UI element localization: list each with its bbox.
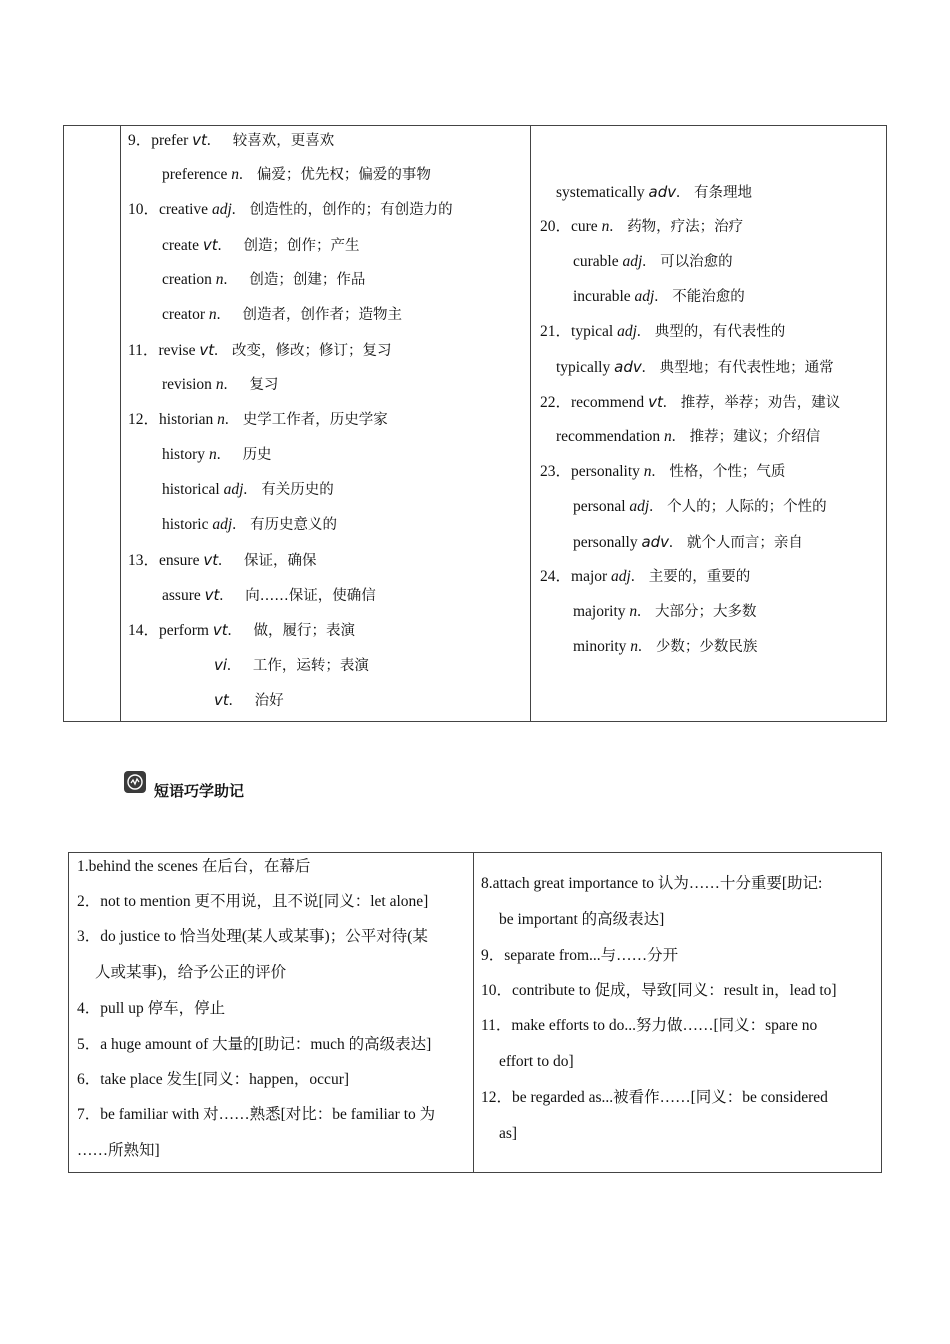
table-divider-middle — [530, 126, 531, 721]
phrase-line: 5．a huge amount of 大量的[助记：much 的高级表达] — [77, 1036, 432, 1053]
vocab-entry: 20．cure n. 药物，疗法；治疗 — [540, 218, 744, 235]
vocab-entry: minority n. 少数；少数民族 — [573, 638, 758, 655]
vocab-entry: recommendation n. 推荐；建议；介绍信 — [556, 428, 821, 445]
phrase-line: be important 的高级表达] — [499, 911, 665, 928]
vocab-entry: personal adj. 个人的；人际的；个性的 — [573, 498, 827, 515]
phrase-line: 4．pull up 停车，停止 — [77, 1000, 226, 1017]
vocab-entry: majority n. 大部分；大多数 — [573, 603, 757, 620]
phrase-line: ……所熟知] — [77, 1142, 160, 1159]
vocab-entry: preference n. 偏爱；优先权；偏爱的事物 — [162, 166, 431, 183]
vocab-entry: 22．recommend vt. 推荐，举荐；劝告，建议 — [540, 393, 841, 411]
phrase-line: 1.behind the scenes 在后台，在幕后 — [77, 858, 311, 875]
phrase-line: 9．separate from...与……分开 — [481, 947, 679, 964]
vocab-entry: vi. 工作，运转；表演 — [214, 656, 369, 674]
phrase-line: 7．be familiar with 对……熟悉[对比：be familiar to 为 — [77, 1106, 436, 1123]
phrase-line: 人或某事)，给予公正的评价 — [95, 964, 287, 981]
vocab-entry: historic adj. 有历史意义的 — [162, 516, 338, 533]
phrase-line: 12．be regarded as...被看作……[同义：be considered — [481, 1089, 828, 1106]
vocab-entry: personally adv. 就个人而言；亲自 — [573, 533, 803, 551]
vocab-entry: 12．historian n. 史学工作者，历史学家 — [128, 411, 388, 428]
vocab-entry: incurable adj. 不能治愈的 — [573, 288, 745, 305]
section-header — [124, 770, 245, 800]
vocab-entry: assure vt. 向……保证，使确信 — [162, 586, 376, 604]
memo-icon — [124, 771, 146, 793]
vocab-entry: curable adj. 可以治愈的 — [573, 253, 733, 270]
table-divider-first — [120, 126, 121, 721]
vocabulary-table — [63, 125, 887, 722]
vocab-entry: typically adv. 典型地；有代表性地；通常 — [556, 358, 834, 376]
phrase-line: 8.attach great importance to 认为……十分重要[助记: — [481, 875, 823, 892]
vocab-entry: 21．typical adj. 典型的，有代表性的 — [540, 323, 786, 340]
phrase-line: 10．contribute to 促成，导致[同义：result in，lead to] — [481, 982, 837, 999]
vocab-entry: 9．prefer vt. 较喜欢，更喜欢 — [128, 131, 335, 149]
table-divider-middle — [473, 853, 474, 1172]
phrase-line: as] — [499, 1125, 518, 1142]
phrase-line: 11．make efforts to do...努力做……[同义：spare no — [481, 1017, 818, 1034]
phrase-line: effort to do] — [499, 1053, 574, 1070]
vocab-entry: vt. 治好 — [214, 691, 284, 709]
vocab-entry: creator n. 创造者，创作者；造物主 — [162, 306, 403, 323]
phrase-line: 3．do justice to 恰当处理(某人或某事)；公平对待(某 — [77, 928, 428, 945]
vocab-entry: 23．personality n. 性格，个性；气质 — [540, 463, 786, 480]
vocab-entry: creation n. 创造；创建；作品 — [162, 271, 366, 288]
vocab-entry: history n. 历史 — [162, 446, 272, 463]
vocab-entry: 10．creative adj. 创造性的，创作的；有创造力的 — [128, 201, 453, 218]
phrase-table — [68, 852, 882, 1173]
vocab-entry: create vt. 创造；创作；产生 — [162, 236, 360, 254]
vocab-entry: 24．major adj. 主要的，重要的 — [540, 568, 751, 585]
phrase-line: 6．take place 发生[同义：happen，occur] — [77, 1071, 350, 1088]
phrase-line: 2．not to mention 更不用说，且不说[同义：let alone] — [77, 893, 429, 910]
vocab-entry: systematically adv. 有条理地 — [556, 183, 753, 201]
vocab-entry: historical adj. 有关历史的 — [162, 481, 334, 498]
vocab-entry: revision n. 复习 — [162, 376, 279, 393]
vocab-entry: 13．ensure vt. 保证，确保 — [128, 551, 317, 569]
vocab-entry: 14．perform vt. 做，履行；表演 — [128, 621, 355, 639]
section-title: 短语巧学助记 — [154, 781, 245, 800]
vocab-entry: 11．revise vt. 改变，修改；修订；复习 — [128, 341, 392, 359]
